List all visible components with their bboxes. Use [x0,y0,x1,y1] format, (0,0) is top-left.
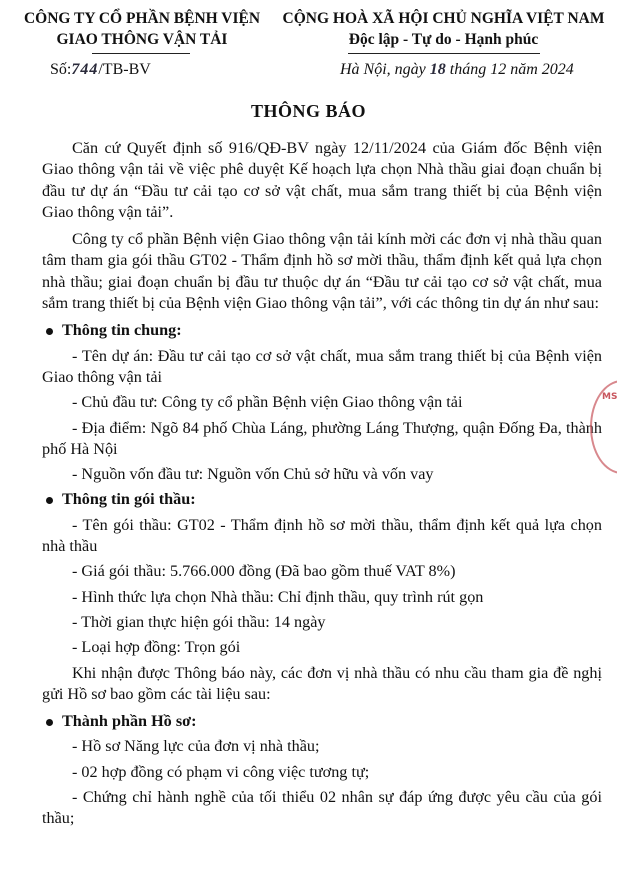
section-heading-general [42,320,602,341]
list-item: - Loại hợp đồng: Trọn gói [72,638,241,657]
date-line [340,61,574,79]
list-item: - Địa điểm: Ngõ 84 phố Chùa Láng, phường Láng Thượng, quận Đống Đa, thành phố Hà Nội [42,418,602,458]
bullet-icon [46,328,53,335]
date-suffix: tháng 12 năm 2024 [449,61,574,78]
list-item: - Tên gói thầu: GT02 - Thẩm định hồ sơ mời thầu, thẩm định kết quả lựa chọn nhà thầu [42,515,602,556]
motto-underline [348,53,540,54]
list-item: - Chứng chỉ hành nghề của tối thiểu 02 nhân sự đáp ứng được yêu cầu của gói thầu; [42,788,602,828]
national-header [270,8,617,50]
seal-stamp-text: MS [602,392,617,402]
section-heading-text: Thông tin chung: [62,321,182,340]
bullet-icon [46,719,53,726]
list-item: - Hồ sơ Năng lực của đơn vị nhà thầu; [72,737,320,756]
paragraph-invitation: Công ty cổ phần Bệnh viện Giao thông vận tải kính mời các đơn vị nhà thầu quan tâm tham gia gói thầu GT02 - Thẩm định hồ sơ mời thầu, thẩm định kết quả lựa chọn nhà thầu; giai đoạn chuẩn bị đầu tư thuộc dự án “Đầu tư cải tạo cơ sở vật chất, mua sắm trang thiết bị của Bệnh viện Giao thông vận tải”, với các thông tin dự án như sau: [42,230,602,313]
list-item: - Giá gói thầu: 5.766.000 đồng (Đã bao gồm thuế VAT 8%) [72,562,456,581]
date-prefix: Hà Nội, ngày [340,61,426,78]
nation-name: CỘNG HOÀ XÃ HỘI CHỦ NGHĨA VIỆT NAM [282,10,605,27]
list-item: - Thời gian thực hiện gói thầu: 14 ngày [72,612,326,631]
document-body [42,138,602,834]
org-name-line1: CÔNG TY CỔ PHẦN BỆNH VIỆN [23,10,261,27]
national-motto: Độc lập - Tự do - Hạnh phúc [348,31,539,48]
paragraph-basis: Căn cứ Quyết định số 916/QĐ-BV ngày 12/11/2024 của Giám đốc Bệnh viện Giao thông vận tải về việc phê duyệt Kế hoạch lựa chọn Nhà thầu giai đoạn chuẩn bị đầu tư dự án “Đầu tư cải tạo cơ sở vật chất, mua sắm trang thiết bị của Bệnh viện Giao thông vận tải”. [42,139,602,221]
date-day-handwritten: 18 [429,61,446,78]
section-heading-documents [42,711,602,732]
list-item: - Tên dự án: Đầu tư cải tạo cơ sở vật chất, mua sắm trang thiết bị của Bệnh viện Giao thông vận tải [42,346,602,386]
list-item: - Hình thức lựa chọn Nhà thầu: Chỉ định thầu, quy trình rút gọn [72,587,484,606]
list-item: - 02 hợp đồng có phạm vi công việc tương tự; [72,762,370,781]
doc-number-prefix: Số: [50,61,72,78]
section-heading-text: Thông tin gói thầu: [62,490,196,509]
org-name-line2: GIAO THÔNG VẬN TẢI [56,31,228,48]
list-item: - Chủ đầu tư: Công ty cổ phần Bệnh viện Giao thông vận tải [72,393,463,412]
doc-number-handwritten: 744 [71,61,99,78]
doc-number-suffix: /TB-BV [98,61,151,78]
document-number [50,61,151,79]
organization-header [14,8,270,50]
document-title: THÔNG BÁO [250,101,366,121]
list-item: - Nguồn vốn đầu tư: Nguồn vốn Chủ sở hữu và vốn vay [72,465,434,484]
paragraph-request: Khi nhận được Thông báo này, các đơn vị nhà thầu có nhu cầu tham gia đề nghị gửi Hồ sơ bao gồm các tài liệu sau: [42,663,602,703]
section-heading-text: Thành phần Hồ sơ: [62,712,197,731]
section-heading-package [42,489,602,510]
org-underline [92,53,190,54]
bullet-icon [46,497,53,504]
